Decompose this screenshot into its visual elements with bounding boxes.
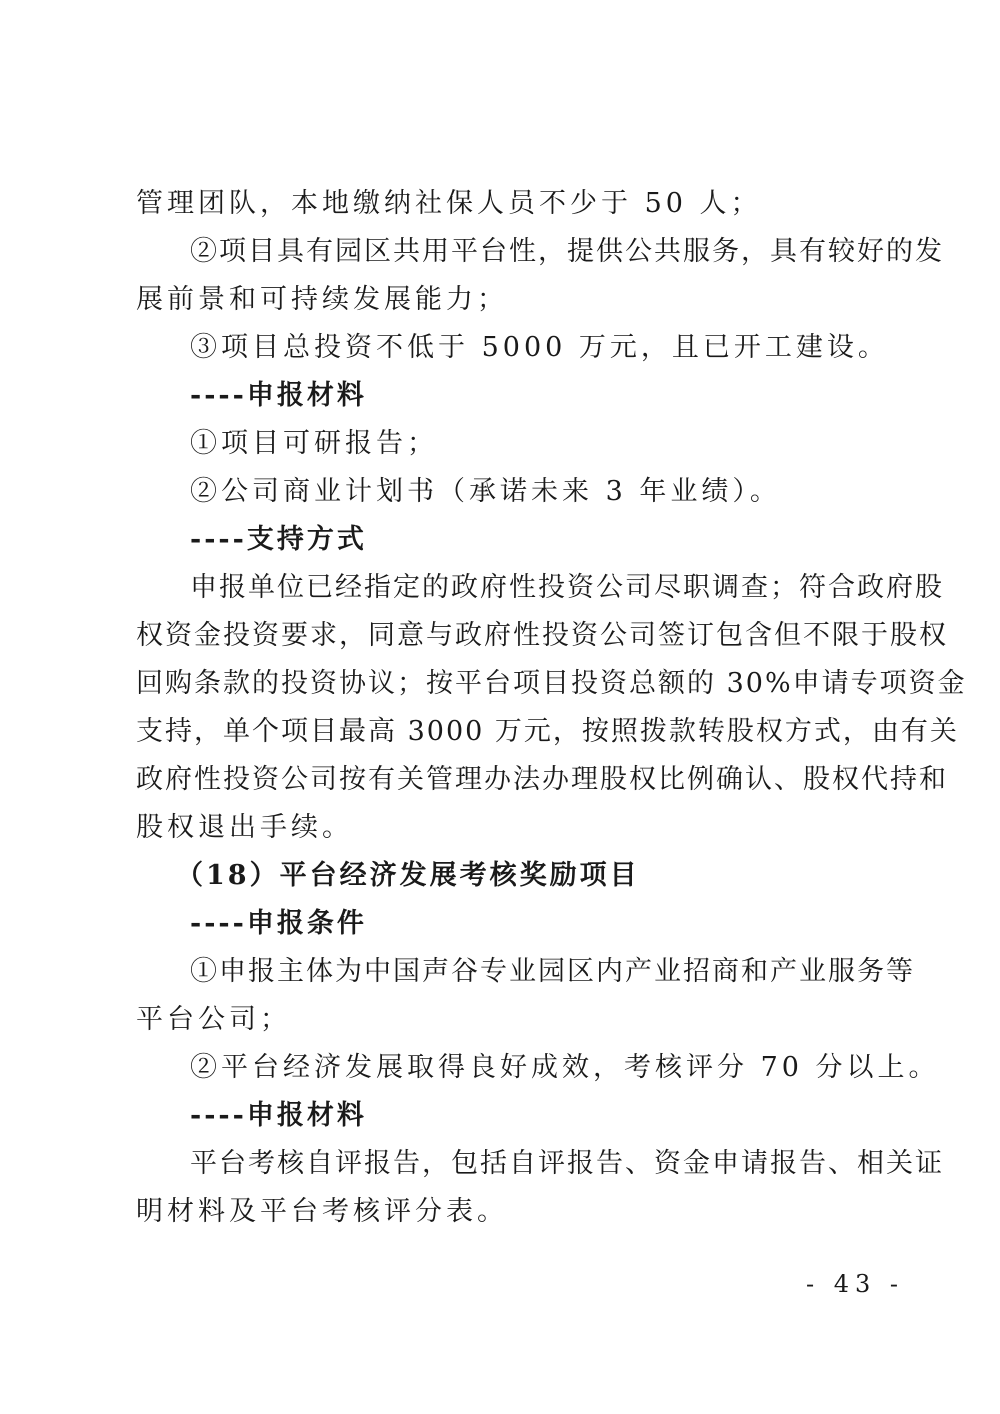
paragraph-line: ①项目可研报告； — [190, 428, 438, 459]
paragraph-line: 管理团队，本地缴纳社保人员不少于 50 人； — [136, 188, 762, 219]
document-body — [136, 180, 967, 1236]
paragraph-line: ②平台经济发展取得良好成效，考核评分 70 分以上。 — [190, 1052, 940, 1083]
subheading-materials: ----申报材料 — [190, 380, 367, 411]
paragraph-line: 支持，单个项目最高 3000 万元，按照拨款转股权方式，由有关 — [136, 716, 959, 747]
paragraph-line: 平台公司； — [136, 1004, 291, 1035]
paragraph-line: 明材料及平台考核评分表。 — [136, 1196, 508, 1227]
paragraph-line: 回购条款的投资协议；按平台项目投资总额的 30%申请专项资金 — [136, 668, 967, 699]
paragraph-line: 申报单位已经指定的政府性投资公司尽职调查；符合政府股 — [190, 572, 944, 603]
paragraph-line: 股权退出手续。 — [136, 812, 353, 843]
paragraph-line: 展前景和可持续发展能力； — [136, 284, 508, 315]
subheading-support: ----支持方式 — [190, 524, 367, 555]
paragraph-line: ③项目总投资不低于 5000 万元，且已开工建设。 — [190, 332, 889, 363]
paragraph-line: ②项目具有园区共用平台性，提供公共服务，具有较好的发 — [190, 236, 944, 267]
section-heading: （18）平台经济发展考核奖励项目 — [176, 860, 640, 891]
paragraph-line: 政府性投资公司按有关管理办法办理股权比例确认、股权代持和 — [136, 764, 948, 795]
paragraph-line: ②公司商业计划书（承诺未来 3 年业绩）。 — [190, 476, 781, 507]
subheading-conditions: ----申报条件 — [190, 908, 367, 939]
page-number: - 43 - — [806, 1270, 905, 1298]
paragraph-line: 权资金投资要求，同意与政府性投资公司签订包含但不限于股权 — [136, 620, 948, 651]
paragraph-line: 平台考核自评报告，包括自评报告、资金申请报告、相关证 — [190, 1148, 944, 1179]
paragraph-line: ①申报主体为中国声谷专业园区内产业招商和产业服务等 — [190, 956, 915, 987]
subheading-materials: ----申报材料 — [190, 1100, 367, 1131]
